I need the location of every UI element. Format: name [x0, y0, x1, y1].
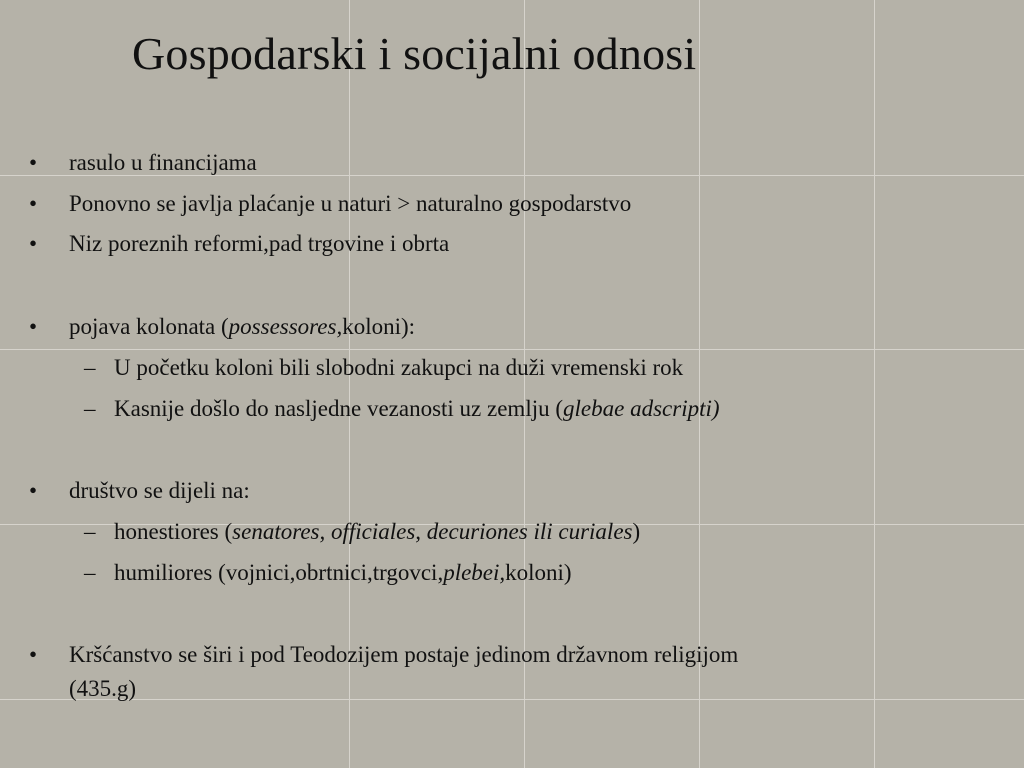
bullet-marker: • [29, 231, 38, 256]
sub-item-text: koloni) [505, 560, 572, 585]
sub-item-text: U početku koloni bili slobodni zakupci na duži vremenski rok [114, 355, 684, 380]
sub-item-text-italic: glebae adscripti) [563, 396, 720, 421]
dash-marker: – [84, 396, 96, 421]
bullet-text: Kršćanstvo se širi i pod Teodozijem postaje jedinom državnom religijom [69, 642, 739, 667]
bullet-text: Niz poreznih reformi,pad trgovine i obrta [69, 231, 450, 256]
sub-item [84, 351, 684, 385]
bullet-item [29, 187, 632, 221]
bullet-item [29, 146, 257, 180]
bullet-item [29, 310, 416, 344]
sub-item [84, 556, 572, 590]
bullet-item [29, 227, 450, 261]
bullet-text: (435.g) [69, 676, 137, 701]
bullet-text: pojava kolonata ( [69, 314, 229, 339]
bullet-marker: • [29, 150, 38, 175]
sub-item-text: ) [632, 519, 641, 544]
bullet-item [29, 638, 739, 706]
slide-title: Gospodarski i socijalni odnosi [132, 28, 697, 79]
sub-item-text-italic: senatores, officiales, decuriones ili curiales [232, 519, 633, 544]
sub-item-text: Kasnije došlo do nasljedne vezanosti uz zemlju ( [114, 396, 564, 421]
bullet-text-italic: possessores, [228, 314, 343, 339]
dash-marker: – [84, 519, 96, 544]
sub-item-text-italic: plebei, [443, 560, 506, 585]
bullet-marker: • [29, 478, 38, 503]
bullet-item [29, 474, 250, 508]
sub-item-text: honestiores ( [114, 519, 233, 544]
dash-marker: – [84, 355, 96, 380]
sub-item [84, 515, 641, 549]
bullet-marker: • [29, 191, 38, 216]
bullet-text: Ponovno se javlja plaćanje u naturi > naturalno gospodarstvo [69, 191, 632, 216]
bullet-text: koloni): [342, 314, 416, 339]
bullet-text: društvo se dijeli na: [69, 478, 250, 503]
sub-item [84, 392, 720, 426]
bullet-marker: • [29, 642, 38, 667]
bullet-marker: • [29, 314, 38, 339]
sub-item-text: humiliores (vojnici,obrtnici,trgovci, [114, 560, 444, 585]
bullet-text: rasulo u financijama [69, 150, 257, 175]
dash-marker: – [84, 560, 96, 585]
